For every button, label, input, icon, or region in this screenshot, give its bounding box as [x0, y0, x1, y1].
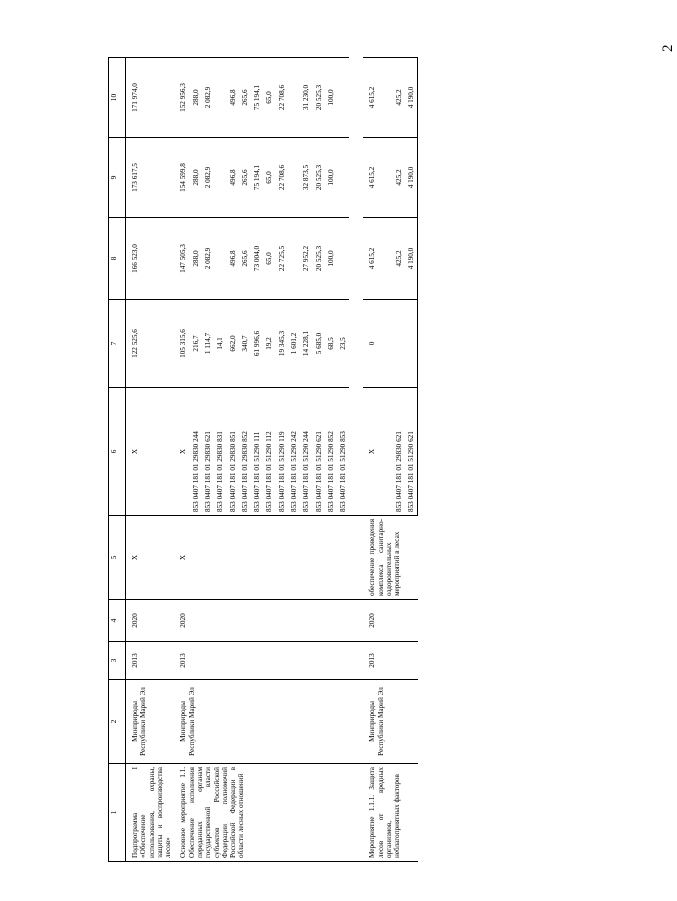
value-cell: 31 230,0 [300, 58, 312, 138]
header-cell: 3 [109, 642, 126, 680]
value-cell: 4 190,0 [405, 58, 418, 138]
value-cell: 73 004,0 [251, 218, 263, 300]
value-cell: 20 525,3 [313, 218, 325, 300]
budget-code: 853 0407 181 01 29830 831 [214, 388, 226, 516]
value-cell: 147 505,3 [174, 218, 189, 300]
value-cell: 662,0 [227, 300, 239, 388]
value-cell [288, 58, 300, 138]
value-cell: 22 725,5 [276, 218, 288, 300]
page-number: 2 [660, 44, 676, 52]
table-row [126, 58, 161, 862]
value-cell: 2 082,9 [202, 138, 214, 218]
value-cell: 2 082,9 [202, 218, 214, 300]
budget-code: 853 0407 181 01 51290 111 [251, 388, 263, 516]
table-row [349, 58, 363, 862]
value-cell [337, 138, 349, 218]
value-cell: 166 523,0 [126, 218, 161, 300]
program-table [108, 57, 418, 862]
value-cell: 154 599,8 [174, 138, 189, 218]
value-cell: 27 952,2 [300, 218, 312, 300]
budget-code: 853 0407 181 01 51290 119 [276, 388, 288, 516]
value-cell: 68,5 [325, 300, 337, 388]
item-name: Основное мероприятие 1.1. Обеспечение исполнения переданных органам государственной власти субъектов Российской Федерации полномочий Российской Федерации в области лесных отношений [174, 764, 349, 862]
budget-code: 853 0407 181 01 29830 244 [190, 388, 202, 516]
value-cell: 425,2 [393, 218, 405, 300]
budget-code: 853 0407 181 01 29830 621 [393, 388, 405, 516]
value-cell: 496,8 [227, 218, 239, 300]
value-cell: 23,5 [337, 300, 349, 388]
value-cell: 265,6 [239, 58, 251, 138]
header-cell: 10 [109, 58, 126, 138]
value-cell: 32 873,5 [300, 138, 312, 218]
value-cell [214, 218, 226, 300]
value-cell [393, 300, 405, 388]
executor: Минприроды Республики Марий Эл [126, 680, 175, 764]
end-year: 2020 [126, 600, 175, 642]
value-cell: 22 708,6 [276, 138, 288, 218]
value-cell: 20 525,3 [313, 138, 325, 218]
header-cell: 1 [109, 764, 126, 862]
value-cell: 19 345,3 [276, 300, 288, 388]
budget-code: 853 0407 181 01 51290 621 [313, 388, 325, 516]
value-cell: 122 525,6 [126, 300, 161, 388]
item-name: Подпрограмма I «Обеспечение использования, охраны, защиты и воспроизводства лесов» [126, 764, 175, 862]
start-year: 2013 [363, 642, 417, 680]
value-cell: 4 615,2 [363, 58, 378, 138]
header-row [109, 58, 126, 862]
header-cell: 2 [109, 680, 126, 764]
value-cell: 496,8 [227, 138, 239, 218]
budget-code: 853 0407 181 01 51290 852 [325, 388, 337, 516]
expected-result: X [126, 516, 175, 600]
budget-code: X [363, 388, 378, 516]
value-cell: 216,7 [190, 300, 202, 388]
budget-code: 853 0407 181 01 29830 621 [202, 388, 214, 516]
value-cell: 14 228,1 [300, 300, 312, 388]
value-cell: 4 615,2 [363, 138, 378, 218]
budget-code: X [126, 388, 161, 516]
header-cell: 8 [109, 218, 126, 300]
rotated-table-container [108, 58, 532, 862]
budget-code: 853 0407 181 01 29830 852 [239, 388, 251, 516]
value-cell: 152 956,3 [174, 58, 189, 138]
header-cell: 9 [109, 138, 126, 218]
value-cell [214, 58, 226, 138]
value-cell: 2 082,9 [202, 58, 214, 138]
value-cell: 1 601,2 [288, 300, 300, 388]
header-cell: 4 [109, 600, 126, 642]
start-year: 2013 [126, 642, 175, 680]
start-year: 2013 [174, 642, 349, 680]
executor: Минприроды Республики Марий Эл [174, 680, 349, 764]
value-cell [288, 138, 300, 218]
value-cell: 19,2 [263, 300, 275, 388]
value-cell [337, 218, 349, 300]
value-cell: 425,2 [393, 58, 405, 138]
value-cell: 5 685,0 [313, 300, 325, 388]
value-cell: 20 525,3 [313, 58, 325, 138]
table-row [363, 58, 378, 862]
value-cell [405, 300, 418, 388]
value-cell [288, 218, 300, 300]
value-cell: 65,0 [263, 58, 275, 138]
value-cell: 100,0 [325, 138, 337, 218]
value-cell [337, 58, 349, 138]
value-cell: 340,7 [239, 300, 251, 388]
budget-code: 853 0407 181 01 51290 621 [405, 388, 418, 516]
value-cell: 1 114,7 [202, 300, 214, 388]
value-cell: 65,0 [263, 218, 275, 300]
end-year: 2020 [174, 600, 349, 642]
end-year: 2020 [363, 600, 417, 642]
value-cell: 22 708,6 [276, 58, 288, 138]
value-cell: 0 [363, 300, 378, 388]
value-cell: 14,1 [214, 300, 226, 388]
expected-result: обеспечение проведения комплекса санитарно-оздоровительных мероприятий в лесах [363, 516, 417, 600]
value-cell: 265,6 [239, 138, 251, 218]
value-cell [214, 138, 226, 218]
budget-code: 853 0407 181 01 51290 244 [300, 388, 312, 516]
value-cell: 171 974,0 [126, 58, 161, 138]
value-cell: 75 194,1 [251, 138, 263, 218]
value-cell: 61 996,6 [251, 300, 263, 388]
value-cell: 105 315,6 [174, 300, 189, 388]
value-cell: 288,0 [190, 58, 202, 138]
value-cell: 100,0 [325, 58, 337, 138]
executor: Минприроды Республики Марий Эл [363, 680, 417, 764]
value-cell: 100,0 [325, 218, 337, 300]
value-cell: 496,8 [227, 58, 239, 138]
value-cell: 288,0 [190, 218, 202, 300]
table-row [174, 58, 189, 862]
budget-code: 853 0407 181 01 51290 112 [263, 388, 275, 516]
value-cell: 65,0 [263, 138, 275, 218]
item-name: Мероприятие 1.1.1. Защита лесов от вредных организмов, неблагоприятных факторов [363, 764, 417, 862]
header-cell: 5 [109, 516, 126, 600]
budget-code: 853 0407 181 01 51290 242 [288, 388, 300, 516]
budget-code: X [174, 388, 189, 516]
header-cell: 6 [109, 388, 126, 516]
value-cell: 288,0 [190, 138, 202, 218]
value-cell: 4 190,0 [405, 138, 418, 218]
budget-code: 853 0407 181 01 51290 853 [337, 388, 349, 516]
header-cell: 7 [109, 300, 126, 388]
value-cell: 75 194,1 [251, 58, 263, 138]
expected-result: X [174, 516, 349, 600]
value-cell: 4 190,0 [405, 218, 418, 300]
budget-code: 853 0407 181 01 29830 851 [227, 388, 239, 516]
value-cell: 265,6 [239, 218, 251, 300]
value-cell: 4 615,2 [363, 218, 378, 300]
value-cell: 425,2 [393, 138, 405, 218]
value-cell: 173 617,5 [126, 138, 161, 218]
